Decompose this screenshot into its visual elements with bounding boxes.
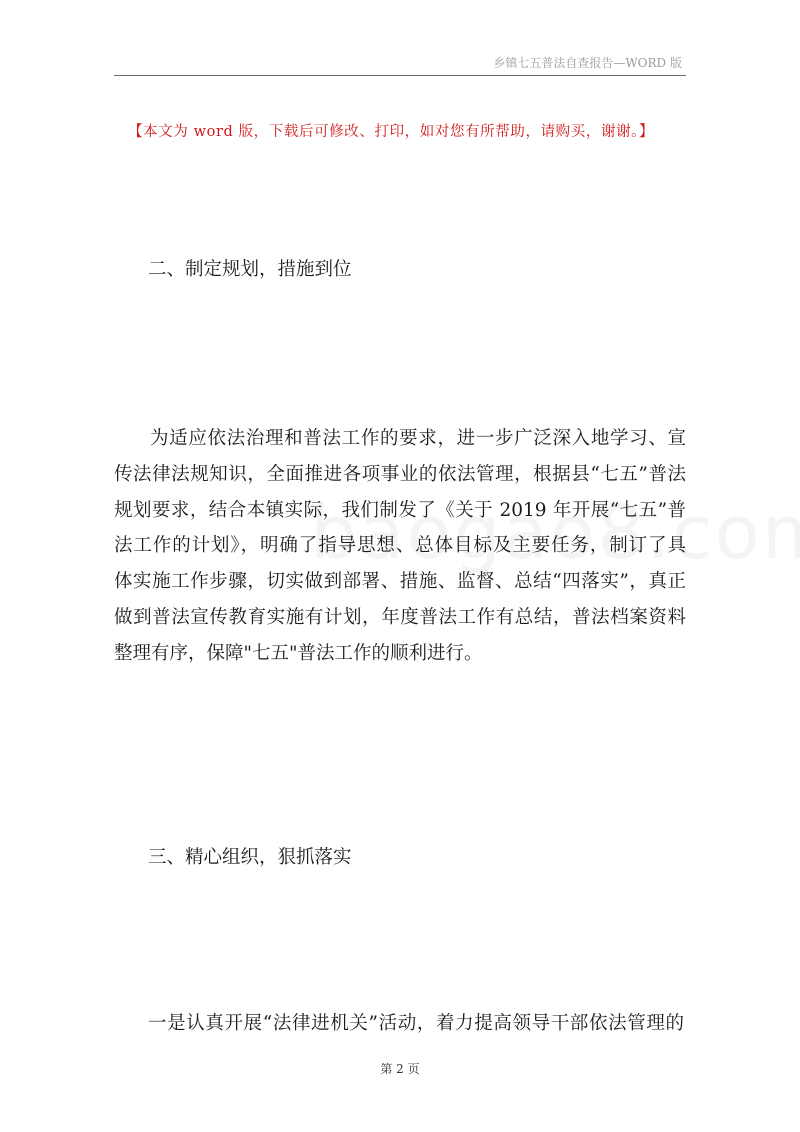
page-number: 第 2 页 [380,1062,420,1076]
body-paragraph [114,421,686,672]
paragraph-line: 法工作的计划》，明确了指导思想、总体目标及主要任务，制订了具 [114,535,686,557]
paragraph-line: 为适应依法治理和普法工作的要求，进一步广泛深入地学习、宣 [150,428,686,449]
paragraph-line: 规划要求，结合本镇实际，我们制发了《关于 2019 年开展“七五”普 [114,499,686,521]
paragraph-line: 整理有序，保障"七五"普法工作的顺利进行。 [114,642,483,664]
purchase-notice: 【本文为 word 版，下载后可修改、打印，如对您有所帮助，请购买，谢谢。】 [128,124,655,140]
paragraph-line: 做到普法宣传教育实施有计划，年度普法工作有总结，普法档案资料 [114,606,686,628]
header-divider [114,75,686,76]
section-3-first-line: 一是认真开展“法律进机关”活动，着力提高领导干部依法管理的 [148,1013,684,1034]
paragraph-line: 体实施工作步骤，切实做到部署、措施、监督、总结“四落实”，真正 [114,571,686,593]
page-header-title: 乡镇七五普法自查报告—WORD 版 [493,56,682,70]
section-heading-2: 二、制定规划，措施到位 [148,259,352,280]
paragraph-line: 传法律法规知识，全面推进各项事业的依法管理，根据县“七五”普法 [114,463,686,485]
section-heading-3: 三、精心组织，狠抓落实 [148,847,352,868]
